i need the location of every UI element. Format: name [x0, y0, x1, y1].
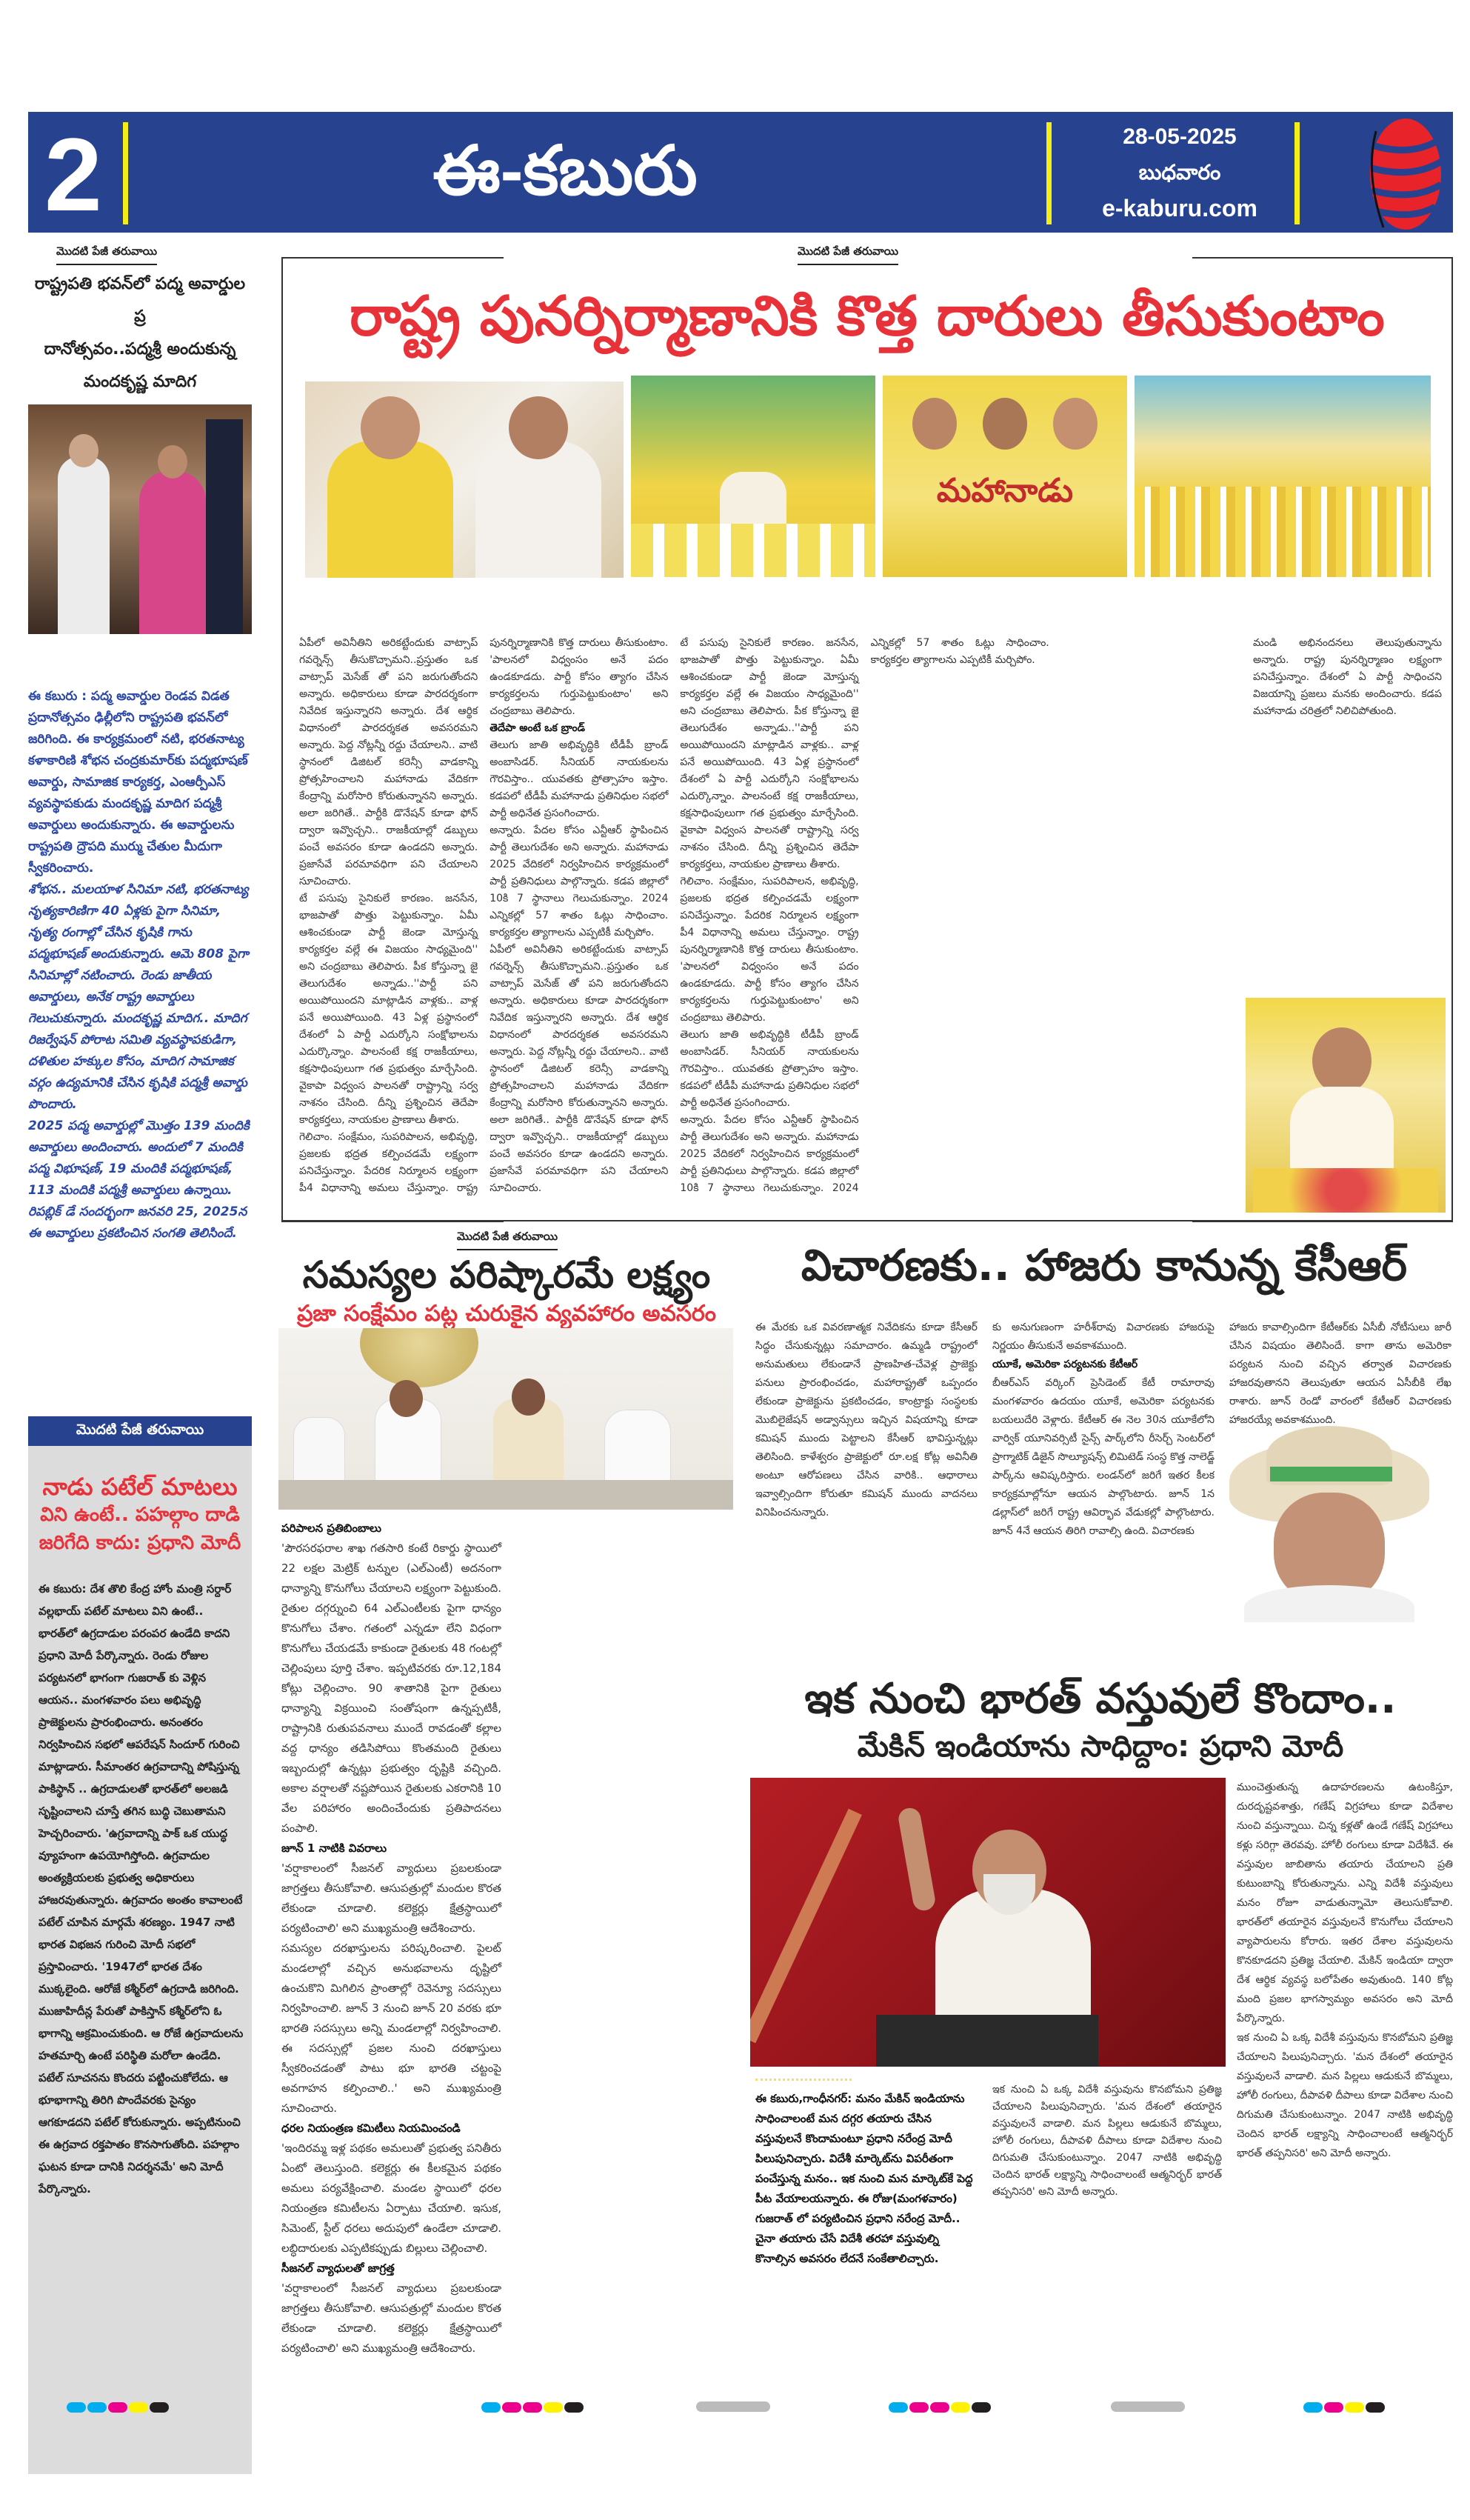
section-heading: జూన్ 1 నాటికి వివరాలు [281, 1841, 387, 1855]
subheadline: ప్రజా సంక్షేమం పట్ల చురుకైన వ్యవహారం అవసరం [297, 1301, 716, 1327]
website-link[interactable]: e-kaburu.com [1102, 195, 1257, 221]
story-body: ఈ కబురు : పద్మ అవార్డుల రెండవ విడత ప్రదానోత్సవం ఢిల్లీలోని రాష్ట్రపతి భవన్‌లో జరిగింది. ఈ కార్యక్రమంలో నటి, భరతనాట్య కళాకారిణి శోభన చంద్రకుమార్‌కు పద్మభూషణ్ అవార్డు, సామాజిక కార్యకర్త, ఎంఆర్పీఎస్ వ్యవస్థాపకుడు మందకృష్ణ మాదిగ పద్మశ్రీ అవార్డులు అందుకున్నారు. ఈ అవార్డులను రాష్ట్రపతి ద్రౌపది ముర్ము చేతుల మీదుగా స్వీకరించారు. శోభన.. మలయాళ సినిమా నటి, భరతనాట్య నృత్యకారిణిగా 40 ఏళ్లకు పైగా సినిమా, నృత్య రంగాల్లో చేసిన కృషికి గాను పద్మభూషణ్ అందుకున్నారు. ఆమె 808 పైగా సినిమాల్లో నటించారు. రెండు జాతీయ అవార్డులు, అనేక రాష్ట్ర అవార్డులు గెలుచుకున్నారు. మందకృష్ణ మాదిగ.. మాదిగ రిజర్వేషన్ పోరాట సమితి వ్యవస్థాపకుడిగా, దళితుల హక్కుల కోసం, మాదిగ సామాజిక వర్గం ఉద్యమానికి చేసిన కృషికి పద్మశ్రీ అవార్డు పొందారు. 2025 పద్మ అవార్డుల్లో మొత్తం 139 మందికి అవార్డులు అందించారు. అందులో 7 మందికి పద్మ విభూషణ్, 19 మందికి పద్మభూషణ్, 113 మందికి పద్మశ్రీ అవార్డులు ఉన్నాయి. రిపబ్లిక్ డే సందర్భంగా జనవరి 25, 2025న ఈ అవార్డులు ప్రకటించిన సంగతి తెలిసిందే. [28, 689, 250, 1241]
headline: ఇక నుంచి భారత్ వస్తువులే కొందాం.. [804, 1675, 1397, 1723]
section-heading: యూకే, అమెరికా పర్యటనకు కేటీఆర్ [992, 1359, 1138, 1370]
samasyala-story-body: పరిపాలన ప్రతిబింబాలు 'పౌరసరఫరాల శాఖ గతసారి కంటే రికార్డు స్థాయిలో 22 లక్షల మెట్రిక్ టన్నుల (ఎల్ఎంటీ) అదనంగా ధాన్యాన్ని కొనుగోలు చేయాలని లక్ష్యంగా పెట్టుకుంది. రైతుల దగ్గర్నుంచి 64 ఎల్ఎంటీలకు పైగా ధాన్యం కొనుగోలు చేశాం. గతంలో ఎన్నడూ లేని విధంగా కొనుగోలు చేయడమే కాకుండా రైతులకు 48 గంటల్లో చెల్లింపులు పూర్తి చేశాం. ఇప్పటివరకు రూ.12,184 కోట్లు చెల్లించాం. 90 శాతానికి పైగా రైతులు ధాన్యాన్ని విక్రయించి సంతోషంగా ఉన్నప్పటికీ, రాష్ట్రానికి రుతుపవనాలు ముందే రావడంతో కల్లాల వద్ద ధాన్యం తడిసిపోయి కొంతమంది రైతులు ఇబ్బందుల్లో ఉన్నట్లు ప్రభుత్వం దృష్టికి వచ్చింది. అకాల వర్షాలతో నష్టపోయిన రైతులకు ఎకరానికి 10 వేల పరిహారం అందించేందుకు ప్రతిపాదనలు పంపాలి. జూన్ 1 నాటికి వివరాలు 'వర్షాకాలంలో సీజనల్ వ్యాధులు ప్రబలకుండా జాగ్రత్తలు తీసుకోవాలి. ఆసుపత్రుల్లో మందుల కొరత లేకుండా చూడాలి. కలెక్టర్లు క్షేత్రస్థాయిలో పర్యటించాలి' అని ముఖ్యమంత్రి ఆదేశించారు. సమస్యల దరఖాస్తులను పరిష్కరించాలి. పైలట్ మండలాల్లో వచ్చిన అనుభవాలను దృష్టిలో ఉంచుకొని మిగిలిన ప్రాంతాల్లో రెవెన్యూ సదస్సులు నిర్వహించాలి. జూన్ 3 నుంచి జూన్ 20 వరకు భూ భారతి సదస్సులు అన్ని మండలాల్లో నిర్వహించాలి. ఈ సదస్సుల్లో ప్రజల నుంచి దరఖాస్తులు స్వీకరించడంతో పాటు భూ భారతి చట్టంపై అవగాహన కల్పించాలి..' అని ముఖ్యమంత్రి సూచించారు. ధరల నియంత్రణ కమిటీలు నియమించండి 'ఇందిరమ్మ ఇళ్ల పథకం అమలుతో ప్రభుత్వ పనితీరు ఏంటో తెలుస్తుంది. కలెక్టర్లు ఈ కీలకమైన పథకం అమలు పర్యవేక్షించాలి. మండల స్థాయిలో ధరల నియంత్రణ కమిటీలను ఏర్పాటు చేయాలి. ఇసుక, సిమెంట్, స్టీల్ ధరలు అదుపులో ఉండేలా చూడాలి. లబ్ధిదారులకు ఎప్పటికప్పుడు బిల్లులు చెల్లించాలి. సీజనల్ వ్యాధులతో జాగ్రత్త 'వర్షాకాలంలో సీజనల్ వ్యాధులు ప్రబలకుండా జాగ్రత్తలు తీసుకోవాలి. ఆసుపత్రుల్లో మందుల కొరత లేకుండా చూడాలి. కలెక్టర్లు క్షేత్రస్థాయిలో పర్యటించాలి' అని ముఖ్యమంత్రి ఆదేశించారు. [281, 1519, 733, 2444]
modi-story-col-3: ముంచెత్తుతున్న ఉదాహరణలను ఉటంకిస్తూ, దురదృష్టవశాత్తు, గణేష్ విగ్రహాలు కూడా విదేశాల నుంచి వస్తున్నాయి. చిన్న కళ్లతో ఉండే గణేష్ విగ్రహాలు కళ్లు సరిగ్గా తెరవవు. హోలీ రంగులు కూడా విదేశీవే. ఈ వస్తువుల జాబితాను తయారు చేయాలని ప్రతి కుటుంబాన్ని కోరుతున్నాను. ఎన్ని విదేశీ వస్తువులు మనం రోజూ వాడుతున్నామో తెలుసుకోవాలి. భారత్‌లో తయారైన వస్తువులనే కొనుగోలు చేయాలని వ్యాపారులను కోరారు. ఇతర దేశాల వస్తువులను కొనకూడదని ప్రతిజ్ఞ చేయాలి. మేకిన్ ఇండియా ద్వారా దేశ ఆర్థిక వ్యవస్థ బలోపేతం అవుతుంది. 140 కోట్ల మంది ప్రజల భాగస్వామ్యం అవసరం అని మోదీ పేర్కొన్నారు. ఇక నుంచి ఏ ఒక్క విదేశీ వస్తువును కొనబోమని ప్రతిజ్ఞ చేయాలని పిలుపునిచ్చారు. 'మన దేశంలో తయారైన వస్తువులనే వాడాలి. మన పిల్లలు ఆడుకునే బొమ్మలు, హోలీ రంగులు, దీపావళి దీపాలు కూడా విదేశాల నుంచి దిగుమతి చేసుకుంటున్నాం. 2047 నాటికి అభివృద్ధి చెందిన భారత్ లక్ష్యాన్ని సాధించాలంటే ఆత్మనిర్భర్ భారత్ తప్పనిసరి' అని మోదీ అన్నారు. [1237, 1781, 1453, 2159]
section-heading: తెదేపా అంటే ఒక బ్రాండ్ [490, 722, 585, 734]
registration-marks [889, 2401, 992, 2416]
story-body: ఏపీలో అవినీతిని అరికట్టేందుకు వాట్సాప్ గవర్నెన్స్ తీసుకొచ్చామని..ప్రస్తుతం ఒక వాట్సాప్ మెసేజ్ తో పని జరుగుతోందని అన్నారు. అధికారులు కూడా పారదర్శకంగా నివేదిక ఇస్తున్నారని అన్నారు. దేశ ఆర్థిక విధానంలో పారదర్శకత అవసరమని అన్నారు. పెద్ద నోట్లన్నీ రద్దు చేయాలని.. వాటి స్థానంలో డిజిటల్ కరెన్సీ వాడకాన్ని ప్రోత్సహించాలని మహానాడు వేదికగా కేంద్రాన్ని మరోసారి కోరుతున్నానని అన్నారు. అలా జరిగితే.. పార్టీకి డొనేషన్ కూడా ఫోన్ ద్వారా ఇవ్వొచ్చని.. రాజకీయాల్లో డబ్బులు పంచే అవసరం కూడా ఉండదని అన్నారు. ప్రజాసేవే పరమావధిగా పని చేయాలని సూచించారు. టే పసుపు సైనికులే కారణం. జనసేన, భాజపాతో పొత్తు పెట్టుకున్నాం. ఏమీ ఆశించకుండా పార్టీ జెండా మోస్తున్న కార్యకర్తల వల్లే ఈ విజయం సాధ్యమైంది'' అని చంద్రబాబు తెలిపారు. పీక కోస్తున్నా జై తెలుగుదేశం అన్నాడు..''పార్టీ పని అయిపోయిందని మాట్లాడిన వాళ్లకు.. వాళ్ల పనే అయిపోయింది. 43 ఏళ్ల ప్రస్థానంలో దేశంలో ఏ పార్టీ ఎదుర్కోని సంక్షోభాలను ఎదుర్కొన్నాం. పాలనంటే కక్ష రాజకీయాలు, కక్షసాధింపులుగా గత ప్రభుత్వం మార్చేసింది. వైకాపా విధ్వంస పాలనతో రాష్ట్రాన్ని సర్వ నాశనం చేసింది. దీన్ని ప్రశ్నించిన తెదేపా కార్యకర్తలు, నాయకుల ప్రాణాలు తీశారు. గెలిచాం. సంక్షేమం, సుపరిపాలన, అభివృద్ధి, ప్రజలకు భద్రత కల్పించడమే లక్ష్యంగా పనిచేస్తున్నాం. పేదరిక నిర్మూలన లక్ష్యంగా పీ4 విధానాన్ని అమలు చేస్తున్నాం. రాష్ట్ర పునర్నిర్మాణానికి కొత్త దారులు తీసుకుంటాం. 'పాలనలో విధ్వంసం అనే పదం ఉండకూడదు. పార్టీ కోసం త్యాగం చేసిన కార్యకర్తలను గుర్తుపెట్టుకుంటాం' అని చంద్రబాబు తెలిపారు. తెదేపా అంటే ఒక బ్రాండ్ తెలుగు జాతి అభివృద్ధికి టీడీపీ బ్రాండ్ అంబాసిడర్. సీనియర్ నాయకులను గౌరవిస్తాం.. యువతకు ప్రోత్సాహం ఇస్తాం. కడపలో టీడీపీ మహానాడు ప్రతినిధుల సభలో పార్టీ అధినేత ప్రసంగించారు. అన్నారు. పేదల కోసం ఎన్టీఆర్ స్థాపించిన పార్టీ తెలుగుదేశం అని అన్నారు. మహానాడు 2025 వేదికలో నిర్వహించిన కార్యక్రమంలో పార్టీ ప్రతినిధులు పాల్గొన్నారు. కడప జిల్లాలో 10కి 7 స్థానాలు గెలుచుకున్నాం. 2024 ఎన్నికల్లో 57 శాతం ఓట్లు సాధించాం. కార్యకర్తల త్యాగాలను ఎప్పటికీ మర్చిపోం. ఏపీలో అవినీతిని అరికట్టేందుకు వాట్సాప్ గవర్నెన్స్ తీసుకొచ్చామని..ప్రస్తుతం ఒక వాట్సాప్ మెసేజ్ తో పని జరుగుతోందని అన్నారు. అధికారులు కూడా పారదర్శకంగా నివేదిక ఇస్తున్నారని అన్నారు. దేశ ఆర్థిక విధానంలో పారదర్శకత అవసరమని అన్నారు. పెద్ద నోట్లన్నీ రద్దు చేయాలని.. వాటి స్థానంలో డిజిటల్ కరెన్సీ వాడకాన్ని ప్రోత్సహించాలని మహానాడు వేదికగా కేంద్రాన్ని మరోసారి కోరుతున్నానని అన్నారు. అలా జరిగితే.. పార్టీకి డొనేషన్ కూడా ఫోన్ ద్వారా ఇవ్వొచ్చని.. రాజకీయాల్లో డబ్బులు పంచే అవసరం కూడా ఉండదని అన్నారు. ప్రజాసేవే పరమావధిగా పని చేయాలని సూచించారు. టే పసుపు సైనికులే కారణం. జనసేన, భాజపాతో పొత్తు పెట్టుకున్నాం. ఏమీ ఆశించకుండా పార్టీ జెండా మోస్తున్న కార్యకర్తల వల్లే ఈ విజయం సాధ్యమైంది'' అని చంద్రబాబు తెలిపారు. పీక కోస్తున్నా జై తెలుగుదేశం అన్నాడు..''పార్టీ పని అయిపోయిందని మాట్లాడిన వాళ్లకు.. వాళ్ల పనే అయిపోయింది. 43 ఏళ్ల ప్రస్థానంలో దేశంలో ఏ పార్టీ ఎదుర్కోని సంక్షోభాలను ఎదుర్కొన్నాం. పాలనంటే కక్ష రాజకీయాలు, కక్షసాధింపులుగా గత ప్రభుత్వం మార్చేసింది. వైకాపా విధ్వంస పాలనతో రాష్ట్రాన్ని సర్వ నాశనం చేసింది. దీన్ని ప్రశ్నించిన తెదేపా కార్యకర్తలు, నాయకుల ప్రాణాలు తీశారు. గెలిచాం. సంక్షేమం, సుపరిపాలన, అభివృద్ధి, ప్రజలకు భద్రత కల్పించడమే లక్ష్యంగా పనిచేస్తున్నాం. పేదరిక నిర్మూలన లక్ష్యంగా పీ4 విధానాన్ని అమలు చేస్తున్నాం. రాష్ట్ర పునర్నిర్మాణానికి కొత్త దారులు తీసుకుంటాం. 'పాలనలో విధ్వంసం అనే పదం ఉండకూడదు. పార్టీ కోసం త్యాగం చేసిన కార్యకర్తలను గుర్తుపెట్టుకుంటాం' అని చంద్రబాబు తెలిపారు. తెలుగు జాతి అభివృద్ధికి టీడీపీ బ్రాండ్ అంబాసిడర్. సీనియర్ నాయకులను గౌరవిస్తాం.. యువతకు ప్రోత్సాహం ఇస్తాం. కడపలో టీడీపీ మహానాడు ప్రతినిధుల సభలో పార్టీ అధినేత ప్రసంగించారు. అన్నారు. పేదల కోసం ఎన్టీఆర్ స్థాపించిన పార్టీ తెలుగుదేశం అని అన్నారు. మహానాడు 2025 వేదికలో నిర్వహించిన కార్యక్రమంలో పార్టీ ప్రతినిధులు పాల్గొన్నారు. కడప జిల్లాలో 10కి 7 స్థానాలు గెలుచుకున్నాం. 2024 ఎన్నికల్లో 57 శాతం ఓట్లు సాధించాం. కార్యకర్తల త్యాగాలను ఎప్పటికీ మర్చిపోం. [299, 637, 1049, 1194]
patel-story-box [28, 1416, 252, 2474]
issue-weekday: బుధవారం [1138, 161, 1221, 184]
section-heading: సీజనల్ వ్యాధులతో జాగ్రత్త [281, 2261, 395, 2275]
section-heading: ధరల నియంత్రణ కమిటీలు నియమించండి [281, 2121, 461, 2135]
kcr-headline: విచారణకు.. హాజరు కానున్న కేసీఆర్ [801, 1240, 1408, 1290]
crowd-photo [1135, 376, 1431, 577]
main-story [281, 257, 1453, 1221]
date-block [1069, 119, 1291, 226]
divider [1046, 122, 1052, 224]
kcr-photo [1222, 1426, 1440, 1622]
registration-marks [481, 2401, 585, 2416]
divider [1294, 122, 1300, 224]
left-story [28, 244, 252, 1244]
chandrababu-photo [1246, 998, 1446, 1213]
page-number: 2 [44, 116, 102, 233]
leaders-photo [305, 381, 624, 578]
continued-kicker: మొదటి పేజీ తరువాయి [28, 1416, 252, 1446]
story-body: ఈ కబురు: దేశ తొలి కేంద్ర హోం మంత్రి సర్దార్ వల్లభాయ్ పటేల్ మాటలు విని ఉంటే.. భారత్‌లో ఉగ్రదాడుల పరంపర ఉండేది కాదని ప్రధాని మోదీ పేర్కొన్నారు. రెండు రోజుల పర్యటనలో భాగంగా గుజరాత్ కు వెళ్లిన ఆయన.. మంగళవారం పలు అభివృద్ధి ప్రాజెక్టులను ప్రారంభించారు. అనంతరం నిర్వహించిన సభలో ఆపరేషన్ సిందూర్ గురించి మాట్లాడారు. సీమాంతర ఉగ్రవాదాన్ని పోషిస్తున్న పాకిస్థాన్ .. ఉగ్రదాడులతో భారత్‌లో అలజడి సృష్టించాలని చూస్తే తగిన బుద్ధి చెబుతామని హెచ్చరించారు. 'ఉగ్రవాదాన్ని పాక్ ఒక యుద్ధ వ్యూహంగా ఉపయోగిస్తోంది. ఉగ్రవాదుల అంత్యక్రియలకు ప్రభుత్వ అధికారులు హాజరవుతున్నారు. ఉగ్రవాదం అంతం కావాలంటే పటేల్ చూపిన మార్గమే శరణ్యం. 1947 నాటి భారత విభజన గురించి మోదీ సభలో ప్రస్తావించారు. '1947లో భారత దేశం ముక్కలైంది. ఆరోజే కశ్మీర్‌లో ఉగ్రదాడి జరిగింది. ముజాహిదీన్ల పేరుతో పాకిస్తాన్ కశ్మీర్‌లోని ఓ భాగాన్ని ఆక్రమించుకుంది. ఆ రోజే ఉగ్రవాదులను హతమార్చి ఉంటే పరిస్థితి మరోలా ఉండేది. పటేల్ సూచనను కొందరు పట్టించుకోలేదు. ఆ భూభాగాన్ని తిరిగి పొందేవరకు సైన్యం ఆగకూడదని పటేల్ కోరుకున్నారు. అప్పటినుంచి ఈ ఉగ్రవాద రక్తపాతం కొనసాగుతోంది. పహల్గాం ఘటన కూడా దానికి నిదర్శనమే' అని మోదీ పేర్కొన్నారు. [39, 1582, 244, 2196]
kcr-story-col-2: కు అనుగుణంగా హరీశ్‌రావు విచారణకు హాజరుపై నిర్ణయం తీసుకునే అవకాశముంది. యూకే, అమెరికా పర్యటనకు కేటీఆర్ బీఆర్ఎస్ వర్కింగ్ ప్రెసిడెంట్ కేటీ రామారావు మంగళవారం ఉదయం యూకే, అమెరికా పర్యటనకు బయలుదేరి వెళ్లారు. కేటీఆర్ ఈ నెల 30న యూకేలోని వార్విక్ యూనివర్సిటీ సైన్స్ పార్క్‌లోని రీసెర్చ్ సెంటర్‌లో ప్రాగ్మాటిక్ డిజైన్ సొల్యూషన్స్ లిమిటెడ్ సంస్థ కొత్త నాలెడ్జ్ పార్క్‌ను ఆవిష్కరిస్తారు. లండన్‌లో జరిగే ఇతర కీలక కార్యక్రమాల్లోనూ ఆయన పాల్గొంటారు. జూన్ 1న డల్లాస్‌లో జరిగే రాష్ట్ర ఆవిర్భావ వేడుకల్లో పాల్గొంటారు. జూన్ 4నే ఆయన తిరిగి రావాల్సి ఉంది. విచారణకు [992, 1321, 1215, 1537]
modi-story-head [748, 1673, 1453, 1767]
samasyala-story-head [280, 1252, 733, 1330]
newspaper-title: ఈ-కబురు [432, 133, 698, 209]
continued-kicker: మొదటి పేజీ తరువాయి [457, 1230, 558, 1250]
continued-kicker: మొదటి పేజీ తరువాయి [56, 244, 157, 265]
masthead [28, 112, 1453, 233]
modi-story-lead: ఈ కబురు,గాంధీనగర్: మనం మేకిన్ ఇండియాను సాధించాలంటే మన దగ్గర తయారు చేసిన వస్తువులనే కొందామంటూ ప్రధాని నరేంద్ర మోదీ పిలుపునిచ్చారు. విదేశీ మార్కెట్‌ను విపరీతంగా పంచేస్తున్న మనం.. ఇక నుంచి మన మార్కెట్‌కే పెద్ద పీట వేయాలయన్నారు. ఈ రోజు(మంగళవారం) గుజరాత్ లో పర్యటించిన ప్రధాని నరేంద్ర మోదీ.. చైనా తయారు చేసే విదేశీ తరహా వస్తువుల్ని కొనాల్సిన అవసరం లేదనే సంకేతాలిచ్చారు. [755, 2092, 973, 2265]
continued-kicker: మొదటి పేజీ తరువాయి [798, 244, 898, 265]
issue-date: 28-05-2025 [1123, 124, 1237, 149]
subheadline: మేకిన్ ఇండియాను సాధిద్దాం: ప్రధాని మోదీ [857, 1730, 1344, 1764]
cm-review-meeting-photo [278, 1328, 733, 1510]
section-heading: పరిపాలన ప్రతిబింబాలు [281, 1521, 381, 1535]
registration-bar [696, 2401, 770, 2412]
headline: రాష్ట్రపతి భవన్‌లో పద్మ అవార్డుల ప్ర దానోత్సవం..పద్మశ్రీ అందుకున్న మందకృష్ణ మాదిగ [34, 275, 246, 391]
registration-marks [67, 2401, 170, 2416]
kcr-story-col-1: ఈ మేరకు ఒక వివరణాత్మక నివేదికను కూడా కేసీఆర్ సిద్ధం చేసుకున్నట్లు సమాచారం. ఉమ్మడి రాష్ట్రంలో అనుమతులు లేకుండానే ప్రాణహిత-చేవెళ్ల ప్రాజెక్టు పనులు ప్రారంభించడం, మహారాష్ట్రతో ఒప్పందం లేకుండా ప్రాజెక్టును ప్రకటించడం, కాంట్రాక్టు సంస్థలకు మొబిలైజేషన్ అడ్వాన్సులు ఇచ్చిన విషయాన్ని కూడా కమిషన్ ముందు పెట్టాలని కేసీఆర్ భావిస్తున్నట్లు తెలిసింది. కాళేశ్వరం ప్రాజెక్టులో రూ.లక్ష కోట్ల అవినీతి అంటూ ఆరోపణలు చేసిన వారికి.. ఆధారాలు ఇవ్వాల్సిందిగా కోరుతూ కమిషన్ ముందు వాదనలు వినిపించనున్నారు. [755, 1321, 978, 1519]
modi-photo [750, 1778, 1226, 2067]
headline: సమస్యల పరిష్కారమే లక్ష్యం [302, 1253, 711, 1296]
modi-story-col-2: ఇక నుంచి ఏ ఒక్క విదేశీ వస్తువును కొనబోమని ప్రతిజ్ఞ చేయాలని పిలుపునిచ్చారు. 'మన దేశంలో తయారైన వస్తువులనే వాడాలి. మన పిల్లలు ఆడుకునే బొమ్మలు, హోలీ రంగులు, దీపావళి దీపాలు కూడా విదేశాల నుంచి దిగుమతి చేసుకుంటున్నాం. 2047 నాటికి అభివృద్ధి చెందిన భారత్ లక్ష్యాన్ని సాధించాలంటే ఆత్మనిర్భర్ భారత్ తప్పనిసరి' అని మోదీ అన్నారు. [992, 2084, 1222, 2198]
registration-marks [1303, 2401, 1386, 2416]
awards-photo [28, 404, 252, 634]
story-body-last-column: మండి అభినందనలు తెలుపుతున్నాను అన్నారు. రాష్ట్ర పునర్నిర్మాణం లక్ష్యంగా పనిచేస్తున్నాం. దేశంలో ఏ పార్టీ సాధించని విజయాన్ని ప్రజలు మనకు అందించారు. కడప మహానాడు చరిత్రలో నిలిచిపోతుంది. [1253, 637, 1442, 717]
headline: నాడు పటేల్ మాటలు విని ఉంటే.. పహల్గాం దాడి జరిగేది కాదు: ప్రధాని మోదీ [39, 1473, 241, 1554]
mahanadu-banner-photo: మహానాడు [883, 376, 1127, 577]
headline: రాష్ట్ర పునర్నిర్మాణానికి కొత్త దారులు తీసుకుంటాం [350, 284, 1385, 348]
registration-bar [1111, 2401, 1185, 2412]
divider [123, 122, 128, 224]
stage-photo [631, 376, 875, 577]
kcr-story-col-3: హాజరు కావాల్సిందిగా కేటీఆర్‌కు ఏసీబీ నోటీసులు జారీ చేసిన విషయం తెలిసిందే. కాగా తాను అమెరికా పర్యటన నుంచి వచ్చిన తర్వాత విచారణకు హాజరవుతానని తెలుపుతూ ఆయన ఏసీబీకి లేఖ రాశారు. జూన్ రెండో వారంలో కేటీఆర్ విచారణకు హాజరయ్యే అవకాశముంది. [1229, 1321, 1451, 1426]
logo-icon [1354, 116, 1446, 231]
